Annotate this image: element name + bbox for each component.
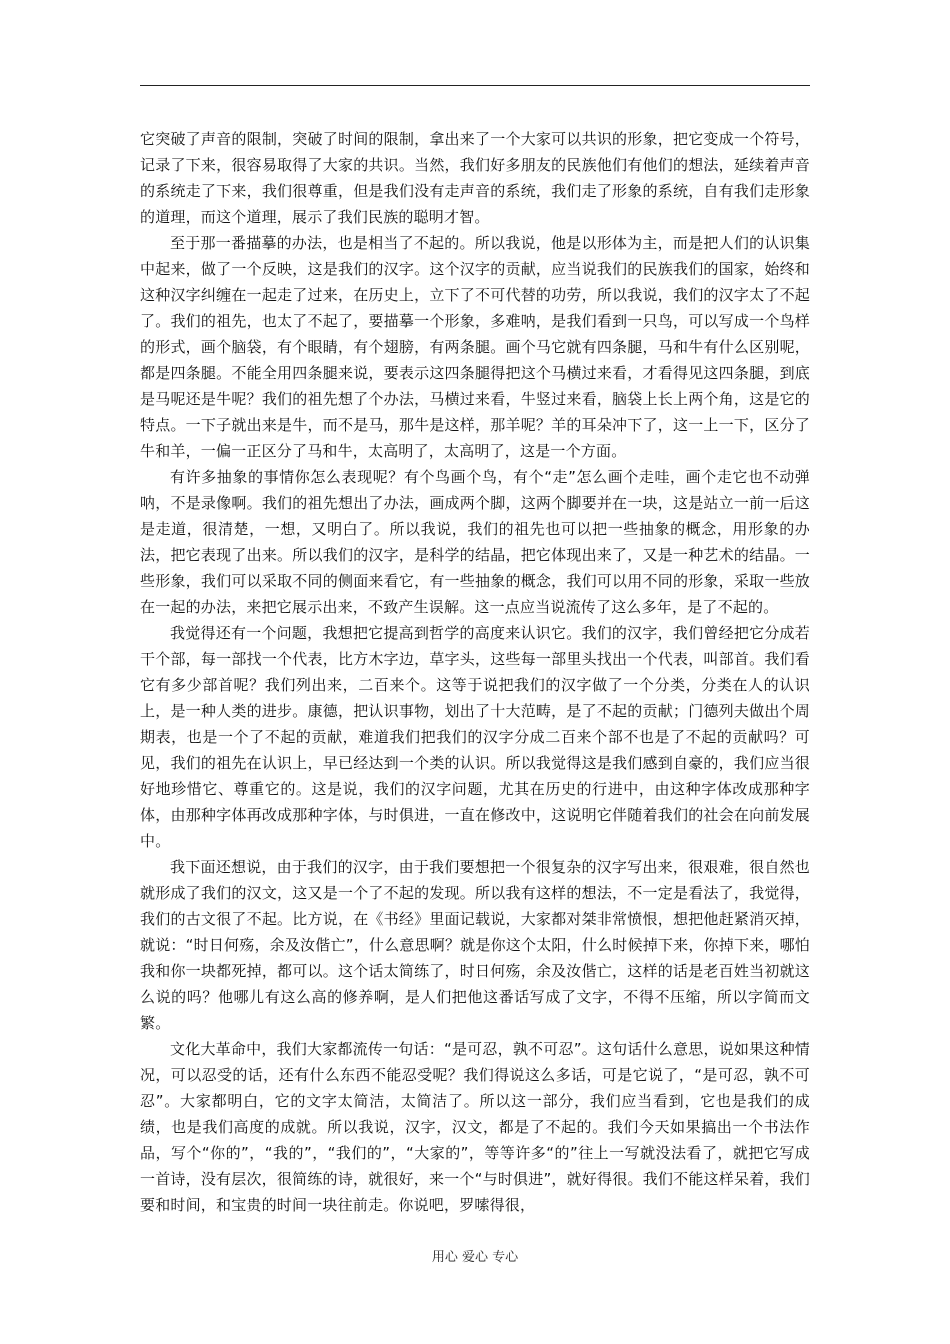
page-footer: 用心 爱心 专心 bbox=[431, 1250, 519, 1265]
paragraph-2: 至于那一番描摹的办法，也是相当了不起的。所以我说，他是以形体为主，而是把人们的认识集中起来，做了一个反映，这是我们的汉字。这个汉字的贡献，应当说我们的民族我们的国家，始终和这种汉字纠缠在一起走了过来，在历史上，立下了不可代替的功劳，所以我说，我们的汉字太了不起了。我们的祖先，也太了不起了，要描摹一个形象，多难呐，是我们看到一只鸟，可以写成一个鸟样的形式，画个脑袋，有个眼睛，有个翅膀，有两条腿。画个马它就有四条腿，马和牛有什么区别呢，都是四条腿。不能全用四条腿来说，要表示这四条腿得把这个马横过来看，才看得见这四条腿，到底是马呢还是牛呢？我们的祖先想了个办法，马横过来看，牛竖过来看，脑袋上长上两个角，这是它的特点。一下子就出来是牛，而不是马，那牛是这样，那羊呢？羊的耳朵冲下了，这一上一下，区分了牛和羊，一偏一正区分了马和牛，太高明了，太高明了，这是一个方面。 bbox=[140, 234, 810, 460]
paragraph-4: 我觉得还有一个问题，我想把它提高到哲学的高度来认识它。我们的汉字，我们曾经把它分成若干个部，每一部找一个代表，比方木字边，草字头，这些每一部里头找出一个代表，叫部首。我们看它有多少部首呢？我们列出来，二百来个。这等于说把我们的汉字做了一个分类，分类在人的认识上，是一种人类的进步。康德，把认识事物，划出了十大范畴，是了不起的贡献；门德列夫做出个周期表，也是一个了不起的贡献，难道我们把我们的汉字分成二百来个部不也是了不起的贡献吗？可见，我们的祖先在认识上，早已经达到一个类的认识。所以我觉得这是我们感到自豪的，我们应当很好地珍惜它、尊重它的。这是说，我们的汉字问题，尤其在历史的行进中，由这种字体改成那种字体，由那种字体再改成那种字体，与时俱进，一直在修改中，这说明它伴随着我们的社会在向前发展中。 bbox=[140, 624, 810, 850]
document-body bbox=[140, 126, 810, 1218]
paragraph-6: 文化大革命中，我们大家都流传一句话：“是可忍，孰不可忍”。这句话什么意思，说如果这种情况，可以忍受的话，还有什么东西不能忍受呢？我们得说这么多话，可是它说了，“是可忍，孰不可忍”。大家都明白，它的文字太简洁，太简洁了。所以这一部分，我们应当看到，它也是我们的成绩，也是我们高度的成就。所以我说，汉字，汉文，都是了不起的。我们今天如果搞出一个书法作品，写个“你的”，“我的”，“我们的”，“大家的”，等等许多“的”往上一写就没法看了，就把它写成一首诗，没有层次，很简练的诗，就很好，来一个“与时俱进”，就好得很。我们不能这样呆着，我们要和时间，和宝贵的时间一块往前走。你说吧，罗嗦得很， bbox=[140, 1040, 810, 1214]
paragraph-3: 有许多抽象的事情你怎么表现呢？有个鸟画个鸟，有个“走”怎么画个走哇，画个走它也不动弹呐，不是录像啊。我们的祖先想出了办法，画成两个脚，这两个脚要并在一块，这是站立一前一后这是走道，很清楚，一想，又明白了。所以我说，我们的祖先也可以把一些抽象的概念，用形象的办法，把它表现了出来。所以我们的汉字，是科学的结晶，把它体现出来了，又是一种艺术的结晶。一些形象，我们可以采取不同的侧面来看它，有一些抽象的概念，我们可以用不同的形象，采取一些放在一起的办法，来把它展示出来，不致产生误解。这一点应当说流传了这么多年，是了不起的。 bbox=[140, 468, 810, 616]
paragraph-1: 它突破了声音的限制，突破了时间的限制，拿出来了一个大家可以共识的形象，把它变成一个符号，记录了下来，很容易取得了大家的共识。当然，我们好多朋友的民族他们有他们的想法，延续着声音的系统走了下来，我们很尊重，但是我们没有走声音的系统，我们走了形象的系统，自有我们走形象的道理，而这个道理，展示了我们民族的聪明才智。 bbox=[140, 130, 810, 226]
paragraph-5: 我下面还想说，由于我们的汉字，由于我们要想把一个很复杂的汉字写出来，很艰难，很自然也就形成了我们的汉文，这又是一个了不起的发现。所以我有这样的想法，不一定是看法了，我觉得，我们的古文很了不起。比方说，在《书经》里面记载说，大家都对桀非常愤恨，想把他赶紧消灭掉，就说：“时日何殇，余及汝偕亡”，什么意思啊？就是你这个太阳，什么时候掉下来，你掉下来，哪怕我和你一块都死掉，都可以。这个话太简练了，时日何殇，余及汝偕亡，这样的话是老百姓当初就这么说的吗？他哪儿有这么高的修养啊，是人们把他这番话写成了文字，不得不压缩，所以字简而文繁。 bbox=[140, 858, 810, 1032]
header-rule bbox=[140, 85, 810, 86]
